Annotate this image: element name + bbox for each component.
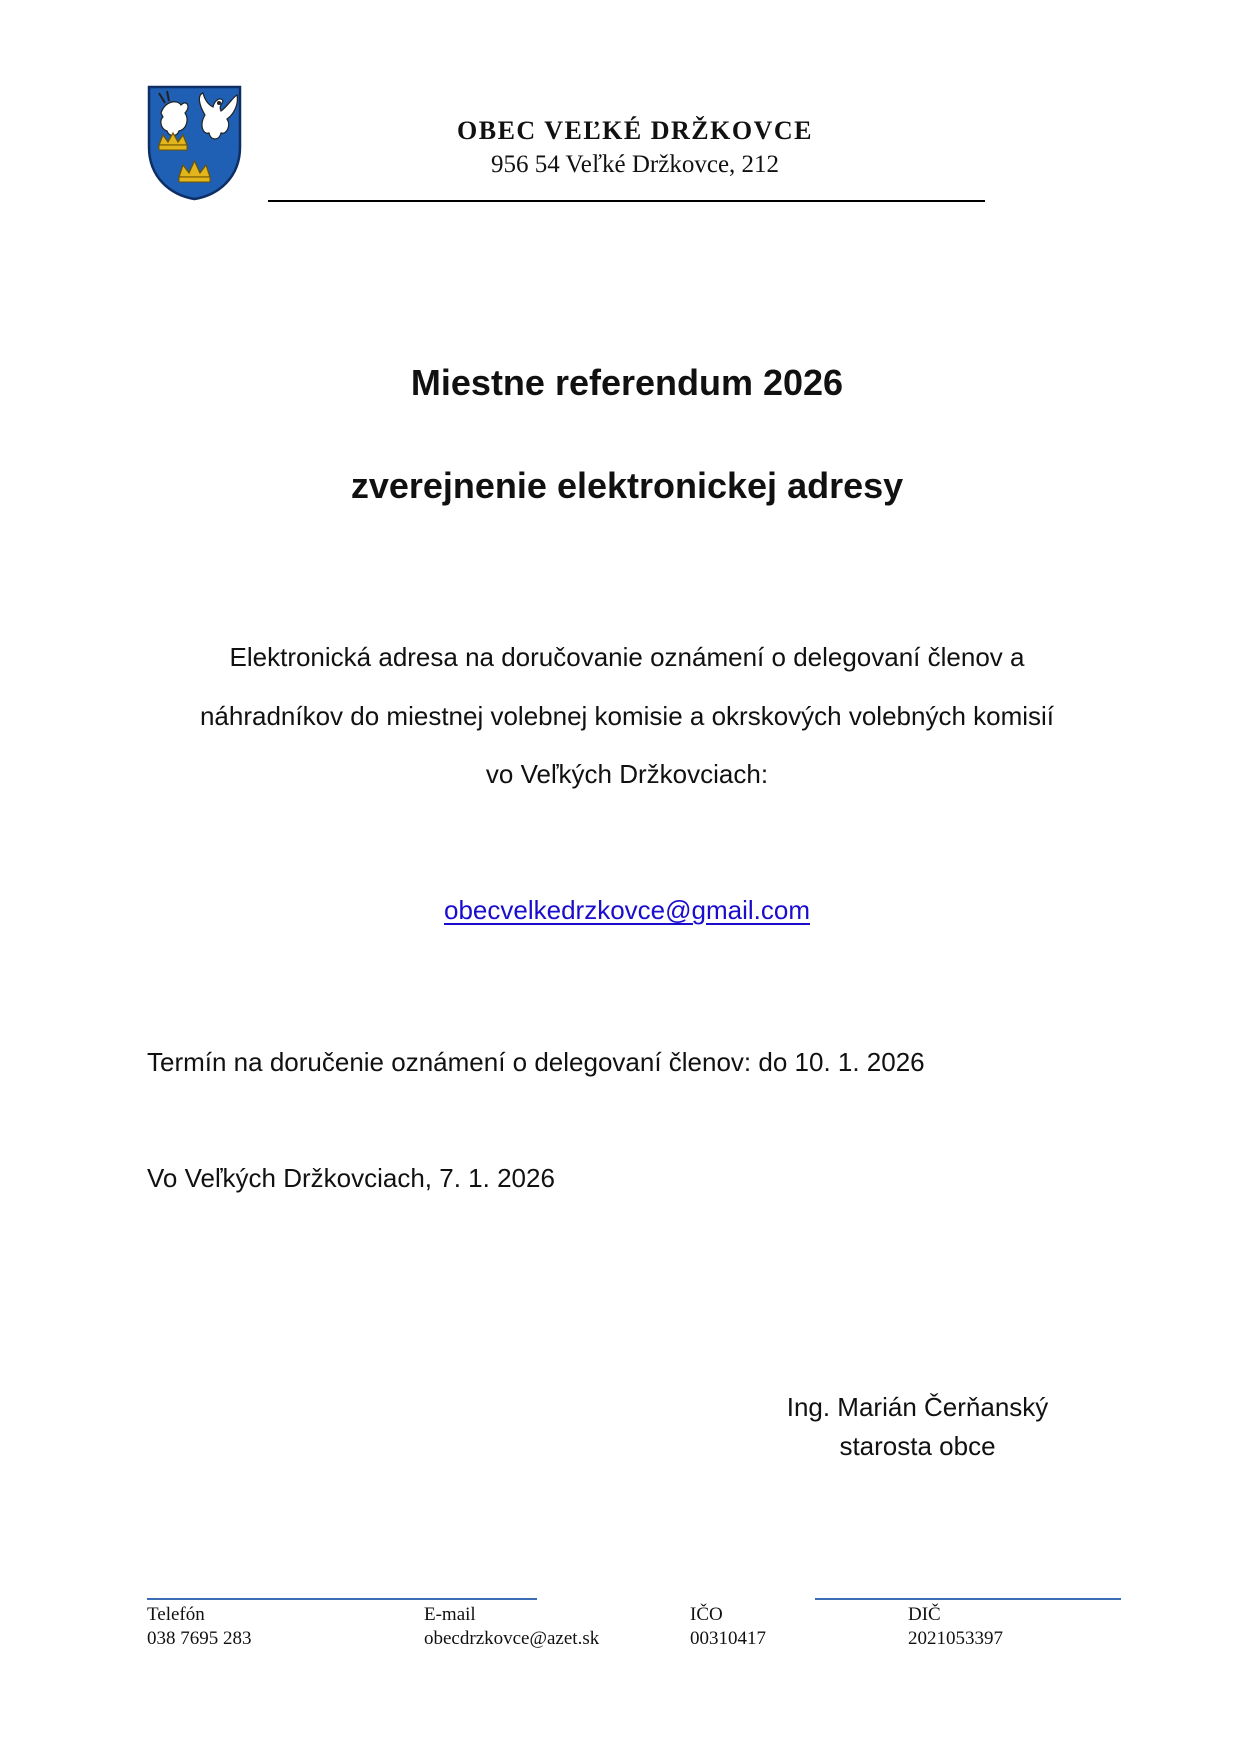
coat-of-arms-icon — [147, 85, 242, 201]
document-title: Miestne referendum 2026 — [410, 362, 844, 403]
footer-rule-left — [147, 1598, 537, 1600]
email-address-link[interactable] — [0, 895, 1240, 926]
footer-phone-label: Telefón — [147, 1604, 205, 1625]
footer-phone-value: 038 7695 283 — [147, 1628, 252, 1649]
intro-line-2: náhradníkov do miestnej volebnej komisie a okrskových volebných komisií — [199, 701, 1055, 731]
footer-dic-value: 2021053397 — [908, 1628, 1003, 1649]
footer-ico-label: IČO — [690, 1604, 723, 1625]
intro-line-1: Elektronická adresa na doručovanie oznámení o delegovaní členov a — [229, 642, 1025, 672]
intro-line-3: vo Veľkých Držkovciach: — [485, 759, 769, 789]
place-date-text: Vo Veľkých Držkovciach, 7. 1. 2026 — [147, 1163, 555, 1193]
deadline-text: Termín na doručenie oznámení o delegovaní členov: do 10. 1. 2026 — [147, 1047, 925, 1077]
footer-ico-value: 00310417 — [690, 1628, 766, 1649]
municipality-address: 956 54 Veľké Držkovce, 212 — [490, 151, 780, 178]
footer-dic-label: DIČ — [908, 1604, 941, 1625]
header-divider — [268, 200, 985, 202]
footer-rule-right — [815, 1598, 1121, 1600]
municipality-name: OBEC VEĽKÉ DRŽKOVCE — [457, 116, 813, 145]
email-address-text[interactable]: obecvelkedrzkovce@gmail.com — [444, 895, 810, 925]
document-subtitle: zverejnenie elektronickej adresy — [350, 465, 904, 506]
signatory-role: starosta obce — [839, 1431, 996, 1461]
signatory-name: Ing. Marián Čerňanský — [786, 1392, 1049, 1422]
footer-email-label: E-mail — [424, 1604, 476, 1625]
footer-email-value: obecdrzkovce@azet.sk — [424, 1628, 600, 1649]
